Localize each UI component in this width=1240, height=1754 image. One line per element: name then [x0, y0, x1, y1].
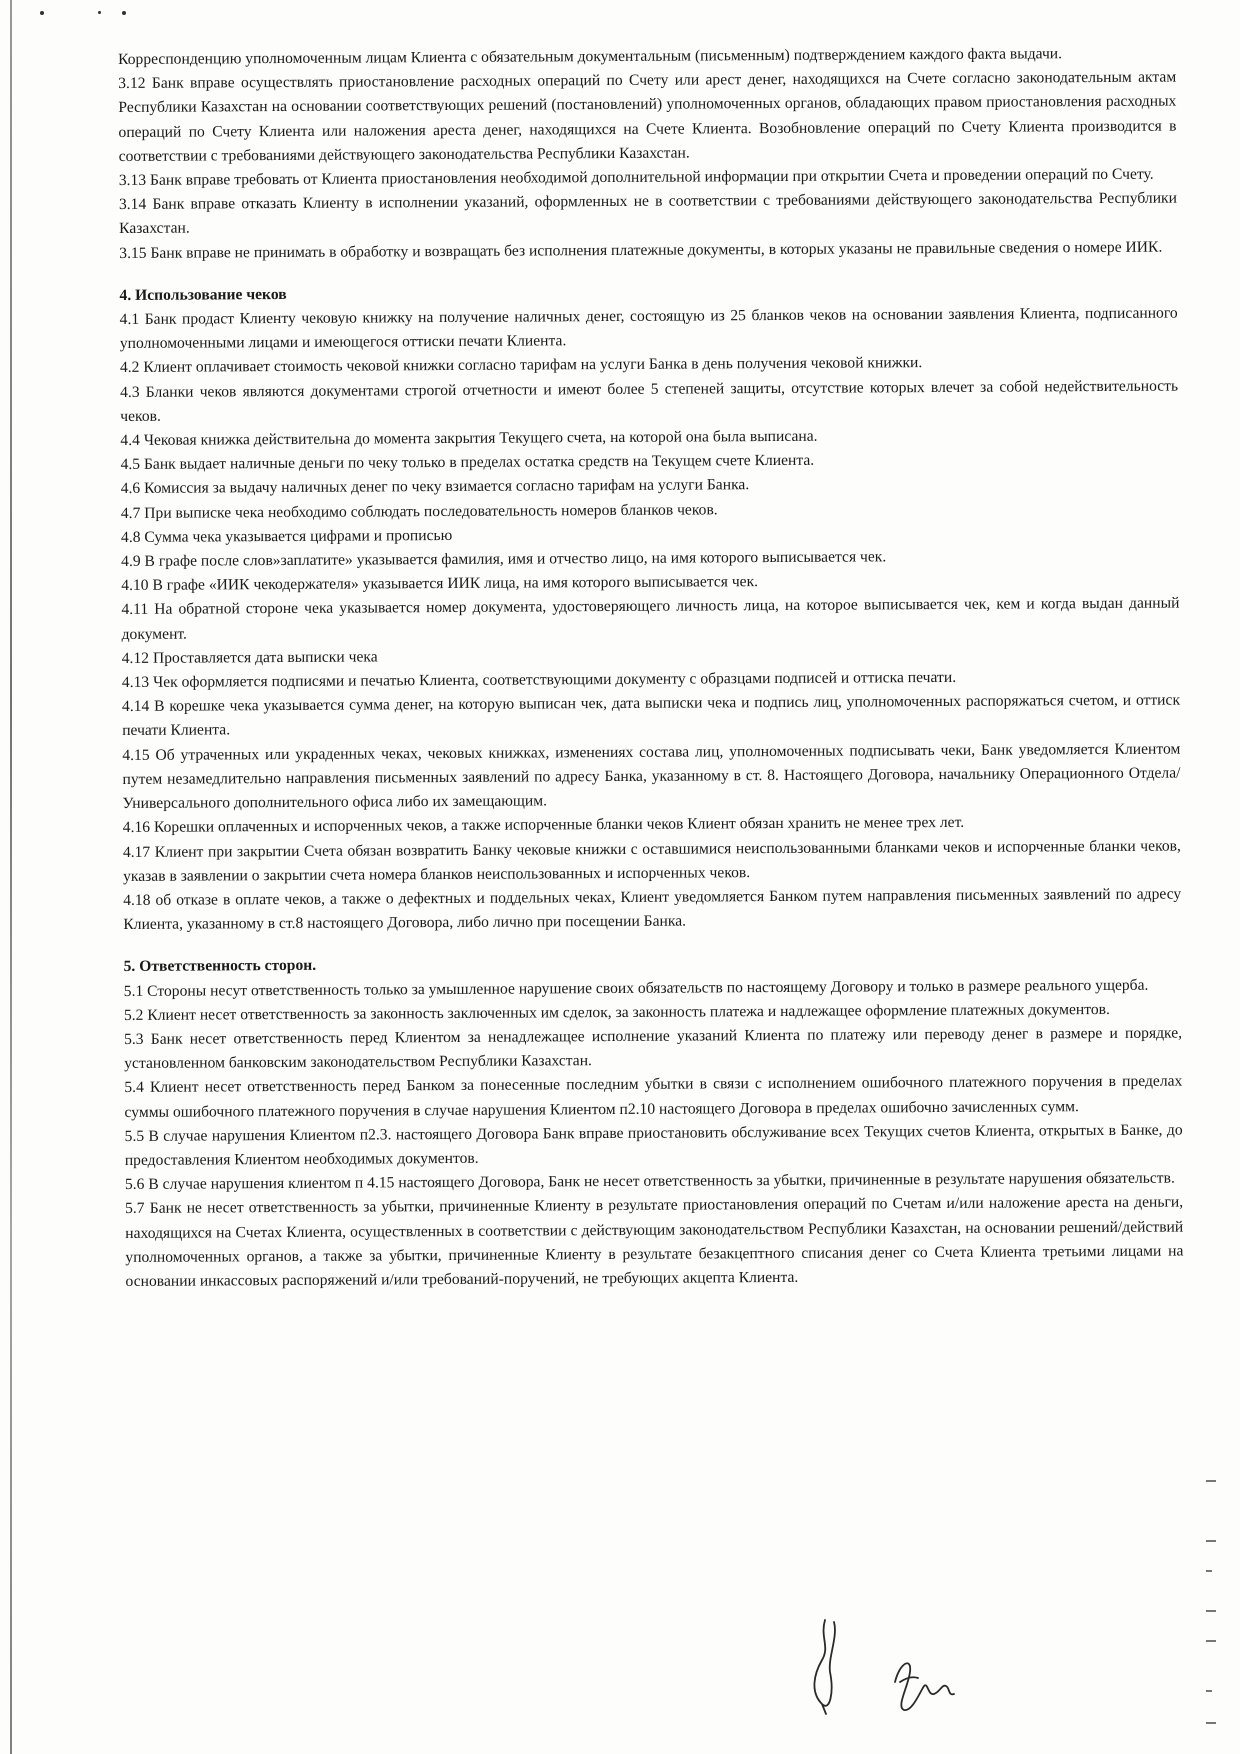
clause-3-14: 3.14 Банк вправе отказать Клиенту в исполнении указаний, оформленных не в соответствии с требованиями действующего законодательства Республики Казахстан.: [118, 189, 1177, 238]
clause-5-7: 5.7 Банк не несет ответственность за убытки, причиненные Клиенту в результате приостановления операций по Счетам и/или наложение ареста на деньги, находящихся на Счетах Клиента, осуществленных в соответствии с действующим законодательством Республики Казахстан, на основании решений/действий уполномоченных органов, а также за убытки, причиненные Клиенту в результате безакцептного списания денег со Счета Клиента третьими лицами на основании инкассовых распоряжений и/или требований-поручений, не требующих акцепта Клиента.: [125, 1193, 1184, 1290]
clause-5-4: 5.4 Клиент несет ответственность перед Банком за понесенные последним убытки в связи с исполнением ошибочного платежного поручения в пределах суммы ошибочного платежного поручения в случае нарушения Клиентом п2.10 настоящего Договора в пределах ошибочно зачисленных сумм.: [124, 1072, 1183, 1121]
clause-4-1: 4.1 Банк продаст Клиенту чековую книжку на получение наличных денег, состоящую из 25 бланков чеков на основании заявления Клиента, подписанного уполномоченными лицами и имеющегося оттиски печати Клиента.: [119, 304, 1178, 353]
clause-4-4: 4.4 Чековая книжка действительна до момента закрытия Текущего счета, на которой она была выписана.: [120, 427, 818, 450]
margin-mark: [1206, 1570, 1212, 1572]
signature-drawing: [800, 1612, 980, 1722]
margin-mark: [1206, 1540, 1216, 1542]
clause-4-17: 4.17 Клиент при закрытии Счета обязан возвратить Банку чековые книжки с оставшимися неиспользованными бланками чеков и испорченные бланки чеков, указав в заявлении о закрытии счета номера бланков неиспользованных и испорченных чеков.: [122, 837, 1181, 885]
margin-mark: [1206, 1722, 1216, 1724]
clause-5-1: 5.1 Стороны несут ответственность только за умышленное нарушение своих обязательств по настоящему Договору и только в размере реального ущерба.: [123, 976, 1149, 1000]
signature-2: [895, 1663, 954, 1710]
margin-mark: [1206, 1610, 1216, 1612]
margin-mark: [1206, 1640, 1216, 1642]
handwritten-signatures: [800, 1612, 980, 1722]
clause-3-12: 3.12 Банк вправе осуществлять приостановление расходных операций по Счету или арест денег, находящихся на Счете согласно законодательным актам Республики Казахстан на основании соответствующих решений (постановлений) уполномоченных органов, обладающих правом приостановления расходных операций по Счету Клиента или наложения ареста денег, находящихся на Счете Клиента. Возобновление операций по Счету Клиента производится в соответствии с требованиями действующего законодательства Республики Казахстан.: [118, 68, 1177, 165]
section-5-heading: 5. Ответственность сторон.: [123, 957, 317, 976]
scan-dot: [98, 11, 101, 14]
section-4-heading: 4. Использование чеков: [119, 285, 287, 304]
scan-artifact-margin-marks: [1200, 1460, 1220, 1740]
clause-4-12: 4.12 Проставляется дата выписки чека: [121, 648, 378, 667]
signature-1: [814, 1620, 835, 1714]
clause-4-14: 4.14 В корешке чека указывается сумма денег, на которую выписан чек, дата выписки чека и подпись лиц, уполномоченных распоряжаться счетом, и оттиск печати Клиента.: [121, 691, 1181, 740]
clause-4-3: 4.3 Бланки чеков являются документами строгой отчетности и имеют более 5 степеней защиты, отсутствие которых влечет за собой недействительность чеков.: [120, 377, 1179, 425]
document-body: [118, 42, 1184, 1295]
scan-dot: [40, 11, 44, 15]
clause-4-7: 4.7 При выписке чека необходимо соблюдать последовательность номеров бланков чеков.: [120, 501, 718, 522]
clause-5-6: 5.6 В случае нарушения клиентом п 4.15 настоящего Договора, Банк не несет ответственность за убытки, причиненные в результате нарушения обязательств.: [124, 1169, 1175, 1194]
clause-4-13: 4.13 Чек оформляется подписями и печатью Клиента, соответствующими документу с образцами подписей и оттиска печати.: [121, 668, 957, 692]
clause-5-5: 5.5 В случае нарушения Клиентом п2.3. настоящего Договора Банк вправе приостановить обслуживание всех Текущих счетов Клиента, открытых в Банке, до предоставления Клиентом необходимых документов.: [124, 1121, 1183, 1169]
scan-dot: [122, 11, 126, 15]
paragraph-continuation: Корреспонденцию уполномоченным лицам Клиента с обязательным документальным (письменным) подтверждением каждого факта выдачи.: [118, 45, 1063, 68]
binding-edge-line: [10, 0, 12, 1754]
clause-4-10: 4.10 В графе «ИИК чекодержателя» указывается ИИК лица, на имя которого выписывается чек.: [121, 573, 759, 595]
clause-4-15: 4.15 Об утраченных или украденных чеках, чековых книжках, изменениях состава лиц, уполномоченных подписывать чеки, Банк уведомляется Клиентом путем незамедлительно направления письменных заявлений по адресу Банка, указанному в ст. 8. Настоящего Договора, начальнику Операционного Отдела/Универсального дополнительного офиса либо их замещающим.: [122, 740, 1181, 813]
clause-4-6: 4.6 Комиссия за выдачу наличных денег по чеку взимается согласно тарифам на услуги Банка.: [120, 476, 750, 498]
clause-4-9: 4.9 В графе после слов»заплатите» указывается фамилия, имя и отчество лицо, на имя которого выписывается чек.: [121, 548, 887, 571]
clause-4-8: 4.8 Сумма чека указывается цифрами и прописью: [120, 526, 453, 546]
clause-4-5: 4.5 Банк выдает наличные деньги по чеку только в пределах остатка средств на Текущем счете Клиента.: [120, 452, 815, 474]
clause-3-13: 3.13 Банк вправе требовать от Клиента приостановления необходимой дополнительной информации при открытии Счета и проведении операций по Счету.: [118, 165, 1154, 190]
clause-4-2: 4.2 Клиент оплачивает стоимость чековой книжки согласно тарифам на услуги Банка в день получения чековой книжки.: [119, 354, 923, 377]
scan-artifact-dots: [40, 8, 150, 18]
margin-mark: [1206, 1480, 1216, 1482]
clause-3-15: 3.15 Банк вправе не принимать в обработку и возвращать без исполнения платежные документы, в которых указаны не правильные сведения о номере ИИК.: [119, 238, 1163, 262]
clause-5-2: 5.2 Клиент несет ответственность за законность заключенных им сделок, за законность платежа и надлежащее оформление платежных документов.: [123, 1000, 1110, 1024]
margin-mark: [1206, 1690, 1212, 1692]
clause-4-11: 4.11 На обратной стороне чека указывается номер документа, удостоверяющего личность лица, на которое выписывается чек, кем и когда выдан данный документ.: [121, 594, 1180, 643]
clause-5-3: 5.3 Банк несет ответственность перед Клиентом за ненадлежащее исполнение указаний Клиента по платежу или переводу денег в размере и порядке, установленном банковским законодательством Республики Казахстан.: [124, 1024, 1183, 1073]
clause-4-18: 4.18 об отказе в оплате чеков, а также о дефектных и поддельных чеках, Клиент уведомляется Банком путем направления письменных заявлений по адресу Клиента, указанному в ст.8 настоящего Договора, либо лично при посещении Банка.: [123, 885, 1182, 934]
clause-4-16: 4.16 Корешки оплаченных и испорченных чеков, а также испорченные бланки чеков Клиент обязан хранить не менее трех лет.: [122, 814, 965, 837]
